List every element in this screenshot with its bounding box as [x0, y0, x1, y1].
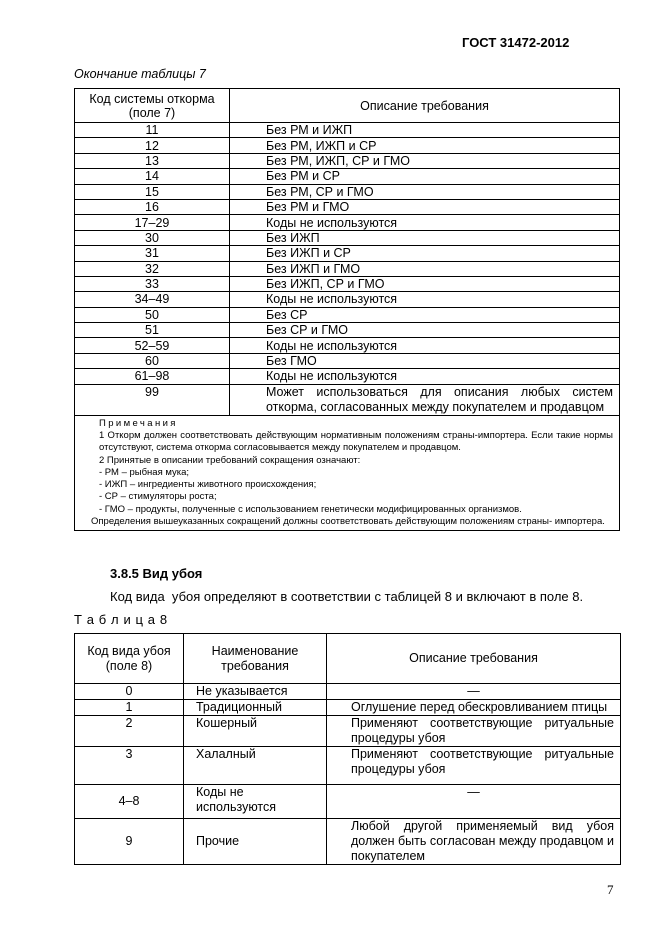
code-cell: 15 [75, 184, 230, 199]
code-cell: 33 [75, 276, 230, 291]
description-cell: Без РМ и СР [230, 169, 620, 184]
page-number: 7 [607, 882, 614, 897]
code-cell: 31 [75, 246, 230, 261]
table-row [75, 353, 620, 368]
description-cell: — [327, 785, 621, 819]
code-cell: 34–49 [75, 292, 230, 307]
table-row [75, 199, 620, 214]
table-row [75, 323, 620, 338]
column-header-description: Описание требования [230, 89, 620, 123]
column-header-code: Код вида убоя (поле 8) [75, 634, 184, 684]
table-7 [74, 88, 620, 531]
description-cell: Без ИЖП [230, 230, 620, 245]
notes-title: Примечания [99, 417, 178, 429]
table-row [75, 215, 620, 230]
code-cell: 9 [75, 819, 184, 865]
table-row [75, 292, 620, 307]
code-cell: 0 [75, 684, 184, 700]
code-cell: 99 [75, 384, 230, 415]
code-cell: 60 [75, 353, 230, 368]
code-cell: 2 [75, 716, 184, 747]
code-cell: 14 [75, 169, 230, 184]
note-final: Определения вышеуказанных сокращений должны соответствовать действующим положениям страны- импортера. [91, 516, 605, 528]
description-cell: Без РМ и ИЖП [230, 123, 620, 138]
table-row [75, 153, 620, 168]
description-cell: Без РМ и ГМО [230, 199, 620, 214]
table-row [75, 123, 620, 138]
code-cell: 32 [75, 261, 230, 276]
column-header-code: Код системы откорма (поле 7) [75, 89, 230, 123]
note-2: 2 Принятые в описании требований сокращения означают: [99, 454, 361, 466]
name-cell: Кошерный [184, 716, 327, 747]
table-row [75, 307, 620, 322]
table8-caption: Т а б л и ц а 8 [74, 612, 168, 627]
table-row [75, 716, 621, 747]
column-header-description: Описание требования [327, 634, 621, 684]
document-code: ГОСТ 31472-2012 [462, 35, 570, 50]
section-paragraph: Код вида убоя определяют в соответствии с таблицей 8 и включают в поле 8. [110, 589, 584, 604]
table-row [75, 169, 620, 184]
description-cell: Может использоваться для описания любых систем откорма, согласованных между покупателем и продавцом [230, 384, 620, 415]
code-cell: 16 [75, 199, 230, 214]
description-cell: Коды не используются [230, 338, 620, 353]
abbreviation-item: - ГМО – продукты, полученные с использованием генетически модифицированных организмов. [99, 503, 522, 515]
description-cell: Коды не используются [230, 215, 620, 230]
code-cell: 50 [75, 307, 230, 322]
code-cell: 52–59 [75, 338, 230, 353]
code-cell: 30 [75, 230, 230, 245]
description-cell: Без РМ, ИЖП и СР [230, 138, 620, 153]
code-cell: 17–29 [75, 215, 230, 230]
code-cell: 3 [75, 747, 184, 785]
description-cell: Без ИЖП и СР [230, 246, 620, 261]
table-row [75, 684, 621, 700]
table-row [75, 384, 620, 415]
table-row [75, 184, 620, 199]
table-row [75, 785, 621, 819]
table7-caption: Окончание таблицы 7 [74, 67, 206, 81]
name-cell: Коды не используются [184, 785, 327, 819]
code-cell: 4–8 [75, 785, 184, 819]
table-header-row [75, 89, 620, 123]
code-cell: 61–98 [75, 369, 230, 384]
table-row [75, 747, 621, 785]
name-cell: Халалный [184, 747, 327, 785]
abbreviation-item: - СР – стимуляторы роста; [99, 491, 217, 503]
table-row [75, 276, 620, 291]
code-cell: 12 [75, 138, 230, 153]
description-cell: Оглушение перед обескровливанием птицы [327, 700, 621, 716]
notes-block [75, 415, 620, 531]
description-cell: Без СР и ГМО [230, 323, 620, 338]
table-row [75, 700, 621, 716]
description-cell: Без РМ, СР и ГМО [230, 184, 620, 199]
description-cell: Без РМ, ИЖП, СР и ГМО [230, 153, 620, 168]
abbreviation-item: - РМ – рыбная мука; [99, 466, 190, 478]
table-row [75, 369, 620, 384]
description-cell: — [327, 684, 621, 700]
description-cell: Без СР [230, 307, 620, 322]
note-1: 1 Откорм должен соответствовать действующим нормативным положениям страны-импортера. Если такие нормы отсутствуют, система откорма согласовывается между покупателем и продавцом. [99, 429, 613, 454]
table-8 [74, 633, 621, 865]
table-row [75, 138, 620, 153]
description-cell: Применяют соответствующие ритуальные процедуры убоя [327, 747, 621, 785]
description-cell: Без ИЖП, СР и ГМО [230, 276, 620, 291]
name-cell: Традиционный [184, 700, 327, 716]
code-cell: 51 [75, 323, 230, 338]
code-cell: 1 [75, 700, 184, 716]
code-cell: 13 [75, 153, 230, 168]
name-cell: Не указывается [184, 684, 327, 700]
description-cell: Без ИЖП и ГМО [230, 261, 620, 276]
name-cell: Прочие [184, 819, 327, 865]
column-header-name: Наименование требования [184, 634, 327, 684]
table-row [75, 819, 621, 865]
description-cell: Коды не используются [230, 369, 620, 384]
table-row [75, 338, 620, 353]
code-cell: 11 [75, 123, 230, 138]
abbreviation-item: - ИЖП – ингредиенты животного происхождения; [99, 479, 317, 491]
section-heading: 3.8.5 Вид убоя [110, 566, 203, 581]
description-cell: Любой другой применяемый вид убоя должен быть согласован между продавцом и покупателем [327, 819, 621, 865]
table-row [75, 261, 620, 276]
table-row [75, 246, 620, 261]
notes-row [75, 415, 620, 531]
table-header-row [75, 634, 621, 684]
description-cell: Применяют соответствующие ритуальные процедуры убоя [327, 716, 621, 747]
description-cell: Коды не используются [230, 292, 620, 307]
table-row [75, 230, 620, 245]
description-cell: Без ГМО [230, 353, 620, 368]
